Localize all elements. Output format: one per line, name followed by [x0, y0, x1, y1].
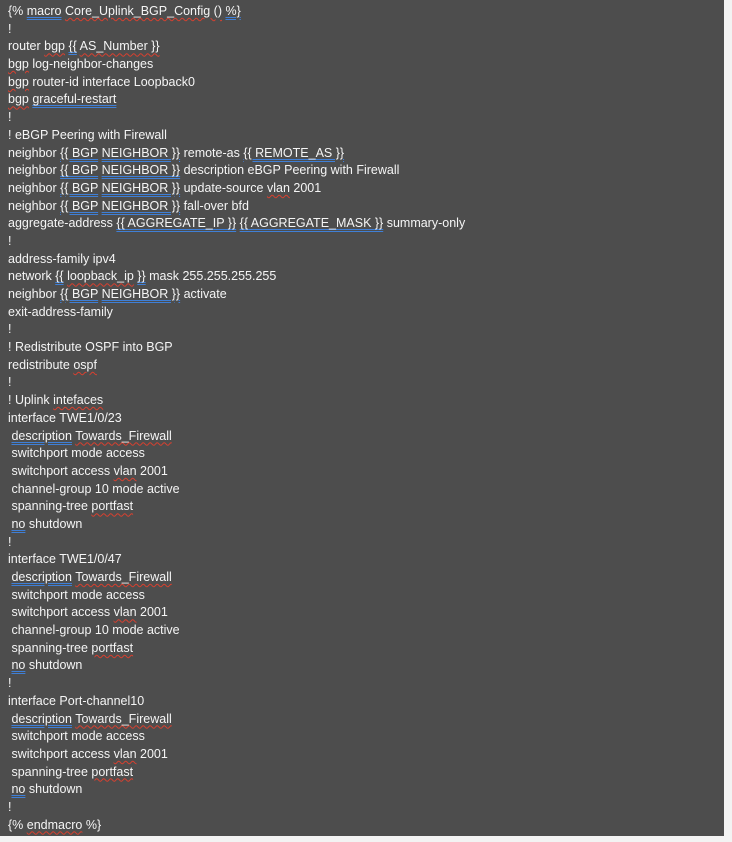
plain-text: ! — [8, 676, 12, 691]
plain-text: router — [8, 39, 45, 54]
code-line — [8, 268, 724, 286]
plain-text: ! — [8, 110, 12, 125]
plain-text: {% — [8, 4, 27, 18]
plain-text: interface Port-channel10 — [8, 693, 145, 708]
grammar-flagged-text: macro — [26, 4, 62, 18]
spellcheck-flagged-text: intefaces — [53, 393, 104, 408]
plain-text: description eBGP Peering with Firewall — [180, 163, 400, 178]
spellcheck-flagged-text: bgp — [8, 74, 29, 89]
code-line — [8, 728, 724, 746]
code-line — [8, 498, 724, 516]
code-line — [8, 233, 724, 251]
code-line — [8, 587, 724, 605]
plain-text: shutdown — [25, 782, 83, 797]
plain-text: 2001 — [136, 605, 168, 620]
grammar-flagged-text: %} — [225, 4, 241, 18]
code-line — [8, 799, 724, 817]
grammar-flagged-text: no — [11, 658, 26, 673]
code-line — [8, 551, 724, 569]
window-edge-right — [724, 0, 732, 842]
plain-text: neighbor — [8, 180, 61, 195]
plain-text: mask 255.255.255.255 — [145, 269, 277, 284]
grammar-flagged-text: {{ BGP — [60, 180, 99, 195]
grammar-flagged-text: {{ REMOTE_AS }} — [243, 145, 345, 160]
code-line — [8, 91, 724, 109]
code-line — [8, 463, 724, 481]
code-line — [8, 622, 724, 640]
code-line — [8, 321, 724, 339]
plain-text: interface TWE1/0/23 — [8, 410, 122, 425]
plain-text: ! — [8, 534, 12, 549]
plain-text: switchport mode access — [8, 587, 145, 602]
spellcheck-flagged-text: Towards_Firewall — [75, 711, 172, 726]
plain-text: 2001 — [136, 463, 168, 478]
plain-text: summary-only — [383, 216, 466, 231]
grammar-flagged-text: no — [11, 516, 26, 531]
plain-text: spanning-tree — [8, 640, 92, 655]
plain-text: spanning-tree — [8, 764, 92, 779]
plain-text: exit-address-family — [8, 304, 113, 319]
plain-text: router-id interface Loopback0 — [28, 74, 195, 89]
code-line — [8, 180, 724, 198]
code-line — [8, 286, 724, 304]
code-line — [8, 640, 724, 658]
plain-text: update-source — [180, 180, 267, 195]
spellcheck-flagged-text: AS_Number }} — [79, 39, 160, 54]
code-line — [8, 516, 724, 534]
code-line — [8, 145, 724, 163]
grammar-flagged-text: NEIGHBOR }} — [101, 287, 181, 301]
code-line — [8, 56, 724, 74]
code-line — [8, 711, 724, 729]
plain-text: {% — [8, 817, 27, 832]
code-line — [8, 481, 724, 499]
grammar-flagged-text: {{ BGP — [60, 198, 99, 213]
code-line — [8, 198, 724, 216]
plain-text: %} — [82, 817, 102, 832]
plain-text: switchport mode access — [8, 446, 145, 461]
code-line — [8, 374, 724, 392]
grammar-flagged-text: {{ BGP — [60, 145, 99, 160]
code-line — [8, 109, 724, 127]
plain-text: neighbor — [8, 287, 61, 301]
spellcheck-flagged-text: endmacro — [26, 817, 83, 832]
grammar-flagged-text: NEIGHBOR }} — [101, 145, 181, 160]
spellcheck-flagged-text: vlan — [266, 180, 290, 195]
plain-text: ! — [8, 799, 12, 814]
plain-text: ! — [8, 375, 12, 390]
spellcheck-flagged-text: bgp — [44, 39, 65, 54]
code-line — [8, 534, 724, 552]
spellcheck-flagged-text: portfast — [91, 640, 134, 655]
plain-text: ! eBGP Peering with Firewall — [8, 127, 167, 142]
code-line — [8, 693, 724, 711]
plain-text: redistribute — [8, 357, 74, 372]
spellcheck-flagged-text: portfast — [91, 499, 134, 514]
plain-text: switchport access — [8, 463, 114, 478]
code-line — [8, 21, 724, 39]
code-line — [8, 781, 724, 799]
code-line — [8, 410, 724, 428]
code-line — [8, 304, 724, 322]
code-line — [8, 3, 724, 21]
plain-text: log-neighbor-changes — [28, 57, 154, 72]
code-line — [8, 251, 724, 269]
plain-text: ! Redistribute OSPF into BGP — [8, 340, 173, 355]
plain-text: activate — [180, 287, 227, 301]
grammar-flagged-text: {{ AGGREGATE_IP }} — [116, 216, 237, 231]
code-line — [8, 604, 724, 622]
code-line — [8, 569, 724, 587]
grammar-flagged-text: no — [11, 782, 26, 797]
plain-text: remote-as — [180, 145, 244, 160]
plain-text: fall-over bfd — [180, 198, 249, 213]
spellcheck-flagged-text: loopback_ip — [67, 269, 134, 284]
code-line — [8, 675, 724, 693]
grammar-flagged-text: }} — [137, 269, 146, 284]
code-line — [8, 764, 724, 782]
plain-text: switchport access — [8, 605, 114, 620]
plain-text: neighbor — [8, 145, 61, 160]
plain-text: ! Uplink — [8, 393, 54, 408]
grammar-flagged-text: {{ AGGREGATE_MASK }} — [239, 216, 384, 231]
code-line — [8, 339, 724, 357]
grammar-flagged-text: NEIGHBOR }} — [101, 180, 181, 195]
spellcheck-flagged-text: bgp — [8, 57, 29, 72]
spellcheck-flagged-text: ospf — [73, 357, 97, 372]
grammar-flagged-text: NEIGHBOR }} — [101, 198, 181, 213]
plain-text: address-family ipv4 — [8, 251, 116, 266]
plain-text: switchport access — [8, 746, 114, 761]
spellcheck-flagged-text: portfast — [91, 764, 134, 779]
code-line — [8, 657, 724, 675]
plain-text: shutdown — [25, 658, 83, 673]
plain-text: shutdown — [25, 516, 83, 531]
spellcheck-flagged-text: vlan — [113, 463, 137, 478]
grammar-flagged-text: description — [11, 570, 72, 584]
code-line — [8, 746, 724, 764]
spellcheck-flagged-text: Core_Uplink_BGP_Config () — [64, 4, 222, 18]
grammar-flagged-text: {{ — [55, 269, 64, 284]
window-edge-bottom — [0, 836, 732, 842]
grammar-flagged-text: {{ BGP — [60, 163, 99, 178]
plain-text: channel-group 10 mode active — [8, 623, 180, 638]
plain-text: network — [8, 269, 56, 284]
plain-text: ! — [8, 233, 12, 248]
spellcheck-flagged-text: Towards_Firewall — [75, 428, 172, 443]
code-line — [8, 127, 724, 145]
grammar-flagged-text: {{ — [68, 39, 77, 54]
grammar-flagged-text: graceful-restart — [32, 92, 117, 107]
code-line — [8, 392, 724, 410]
plain-text: channel-group 10 mode active — [8, 481, 180, 496]
grammar-flagged-text: NEIGHBOR }} — [101, 163, 181, 178]
code-line — [8, 74, 724, 92]
grammar-flagged-text: description — [11, 711, 72, 726]
plain-text: 2001 — [289, 180, 322, 195]
plain-text: interface TWE1/0/47 — [8, 552, 122, 567]
plain-text: aggregate-address — [8, 216, 117, 231]
plain-text: 2001 — [136, 746, 168, 761]
code-line — [8, 445, 724, 463]
plain-text: ! — [8, 322, 12, 337]
plain-text: switchport mode access — [8, 729, 145, 744]
grammar-flagged-text: description — [11, 428, 72, 443]
spellcheck-flagged-text: vlan — [113, 605, 137, 620]
spellcheck-flagged-text: bgp — [8, 92, 29, 107]
code-line — [8, 817, 724, 835]
code-line — [8, 162, 724, 180]
code-line — [8, 38, 724, 56]
spellcheck-flagged-text: vlan — [113, 746, 137, 761]
plain-text: neighbor — [8, 198, 61, 213]
spellcheck-flagged-text: Towards_Firewall — [75, 570, 172, 584]
plain-text: spanning-tree — [8, 499, 92, 514]
grammar-flagged-text: {{ BGP — [60, 287, 99, 301]
code-line — [8, 357, 724, 375]
code-line — [8, 215, 724, 233]
plain-text: ! — [8, 21, 12, 36]
code-line — [8, 428, 724, 446]
plain-text: neighbor — [8, 163, 61, 178]
